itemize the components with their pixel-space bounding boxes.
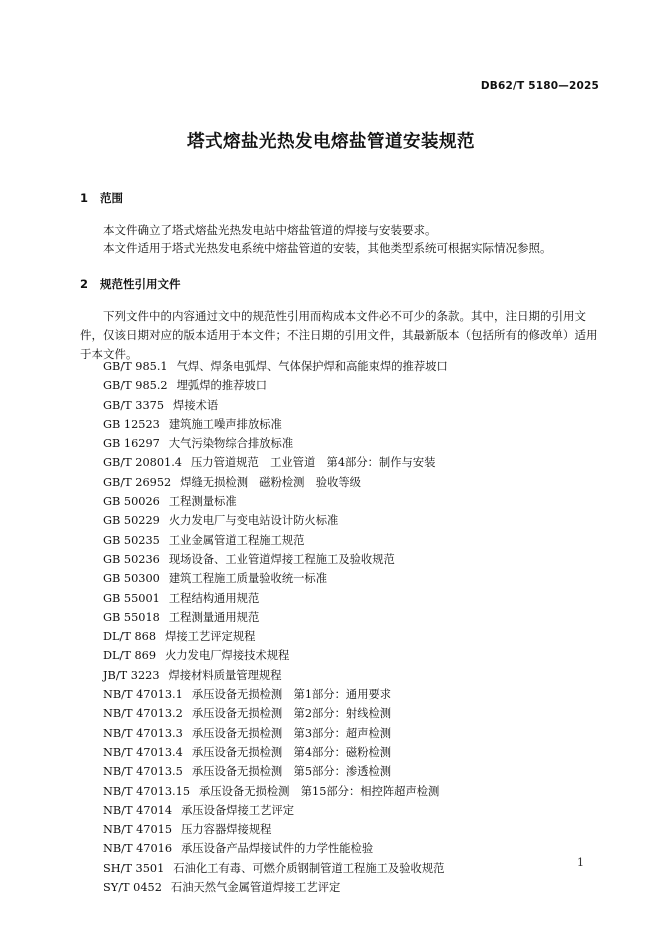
reference-code: NB/T 47014 bbox=[103, 803, 173, 817]
section-title: 范围 bbox=[100, 191, 124, 205]
standard-code: DB62/T 5180—2025 bbox=[480, 80, 599, 92]
reference-code: NB/T 47013.5 bbox=[103, 765, 183, 779]
paragraph: 本文件适用于塔式光热发电系统中熔盐管道的安装，其他类型系统可根据实际情况参照。 bbox=[103, 241, 552, 255]
paragraph: 本文件确立了塔式熔盐光热发电站中熔盐管道的焊接与安装要求。 bbox=[103, 223, 437, 237]
reference-code: GB 50235 bbox=[103, 533, 160, 547]
reference-item bbox=[103, 589, 448, 608]
reference-code: GB 50229 bbox=[103, 514, 160, 528]
reference-item bbox=[103, 878, 448, 897]
reference-item bbox=[103, 685, 448, 704]
reference-title: 焊接工艺评定规程 bbox=[165, 630, 256, 644]
reference-item bbox=[103, 743, 448, 762]
reference-title: 工程测量标准 bbox=[168, 495, 237, 509]
reference-code: GB/T 3375 bbox=[103, 398, 165, 412]
reference-item bbox=[103, 666, 448, 685]
reference-item bbox=[103, 492, 448, 511]
reference-code: GB/T 985.2 bbox=[103, 379, 168, 393]
reference-item bbox=[103, 839, 448, 858]
reference-title: 压力容器焊接规程 bbox=[181, 823, 272, 837]
reference-title: 承压设备无损检测 第2部分：射线检测 bbox=[191, 707, 392, 721]
reference-item bbox=[103, 859, 448, 878]
reference-title: 焊接术语 bbox=[173, 398, 219, 412]
reference-item bbox=[103, 531, 448, 550]
reference-code: GB/T 985.1 bbox=[103, 360, 168, 373]
reference-title: 承压设备无损检测 第4部分：磁粉检测 bbox=[191, 745, 392, 759]
reference-code: NB/T 47015 bbox=[103, 823, 173, 837]
reference-code: NB/T 47013.3 bbox=[103, 726, 183, 740]
reference-item bbox=[103, 627, 448, 646]
reference-title: 石油化工有毒、可燃介质钢制管道工程施工及验收规范 bbox=[173, 861, 445, 875]
paragraph: 下列文件中的内容通过文中的规范性引用而构成本文件必不可少的条款。其中，注日期的引用文件，仅该日期对应的版本适用于本文件；不注日期的引用文件，其最新版本（包括所有的修改单）适用于本文件。 bbox=[80, 309, 598, 361]
reference-title: 气焊、焊条电弧焊、气体保护焊和高能束焊的推荐坡口 bbox=[176, 360, 448, 373]
reference-code: GB/T 26952 bbox=[103, 475, 172, 489]
section-title: 规范性引用文件 bbox=[100, 277, 181, 291]
reference-title: 大气污染物综合排放标准 bbox=[168, 437, 294, 451]
reference-code: NB/T 47013.4 bbox=[103, 745, 183, 759]
reference-title: 焊缝无损检测 磁粉检测 验收等级 bbox=[180, 475, 361, 489]
reference-item bbox=[103, 550, 448, 569]
reference-code: NB/T 47013.15 bbox=[103, 784, 191, 798]
reference-title: 火力发电厂与变电站设计防火标准 bbox=[168, 514, 339, 528]
reference-title: 现场设备、工业管道焊接工程施工及验收规范 bbox=[168, 552, 395, 566]
reference-code: NB/T 47016 bbox=[103, 842, 173, 856]
reference-title: 焊接材料质量管理规程 bbox=[168, 668, 282, 682]
reference-code: DL/T 869 bbox=[103, 649, 157, 663]
reference-title: 建筑施工噪声排放标准 bbox=[168, 417, 282, 431]
reference-code: GB 16297 bbox=[103, 437, 160, 451]
reference-item bbox=[103, 801, 448, 820]
reference-item bbox=[103, 762, 448, 781]
reference-code: GB 50300 bbox=[103, 572, 160, 586]
section-1-heading bbox=[80, 190, 123, 206]
reference-item bbox=[103, 511, 448, 530]
reference-code: GB 50026 bbox=[103, 495, 160, 509]
reference-item bbox=[103, 704, 448, 723]
reference-title: 工程结构通用规范 bbox=[168, 591, 260, 605]
section-2-heading bbox=[80, 276, 181, 292]
reference-item bbox=[103, 724, 448, 743]
reference-item bbox=[103, 820, 448, 839]
reference-title: 工业金属管道工程施工规范 bbox=[168, 533, 305, 547]
reference-title: 承压设备产品焊接试件的力学性能检验 bbox=[181, 842, 374, 856]
reference-title: 承压设备无损检测 第3部分：超声检测 bbox=[191, 726, 392, 740]
reference-title: 石油天然气金属管道焊接工艺评定 bbox=[170, 881, 341, 895]
reference-title: 承压设备无损检测 第1部分：通用要求 bbox=[191, 688, 392, 702]
reference-item bbox=[103, 473, 448, 492]
reference-code: NB/T 47013.1 bbox=[103, 688, 183, 702]
reference-title: 埋弧焊的推荐坡口 bbox=[176, 379, 267, 393]
reference-code: GB 55001 bbox=[103, 591, 160, 605]
reference-item bbox=[103, 608, 448, 627]
reference-list bbox=[103, 357, 448, 897]
reference-title: 压力管道规范 工业管道 第4部分：制作与安装 bbox=[190, 456, 436, 470]
reference-item bbox=[103, 782, 448, 801]
reference-title: 火力发电厂焊接技术规程 bbox=[165, 649, 290, 663]
reference-code: SH/T 3501 bbox=[103, 861, 165, 875]
section-number: 1 bbox=[80, 191, 89, 205]
reference-code: GB/T 20801.4 bbox=[103, 456, 182, 470]
reference-item bbox=[103, 357, 448, 376]
reference-code: JB/T 3223 bbox=[103, 668, 160, 682]
reference-title: 承压设备无损检测 第15部分：相控阵超声检测 bbox=[199, 784, 440, 798]
document-title: 塔式熔盐光热发电熔盐管道安装规范 bbox=[187, 132, 475, 152]
reference-item bbox=[103, 569, 448, 588]
reference-title: 承压设备无损检测 第5部分：渗透检测 bbox=[191, 765, 392, 779]
reference-code: GB 12523 bbox=[103, 417, 160, 431]
section-number: 2 bbox=[80, 277, 89, 291]
reference-code: GB 55018 bbox=[103, 610, 160, 624]
reference-code: GB 50236 bbox=[103, 552, 160, 566]
reference-title: 承压设备焊接工艺评定 bbox=[181, 803, 295, 817]
reference-item bbox=[103, 434, 448, 453]
reference-code: DL/T 868 bbox=[103, 630, 157, 644]
page-number: 1 bbox=[577, 856, 584, 869]
reference-item bbox=[103, 376, 448, 395]
reference-title: 建筑工程施工质量验收统一标准 bbox=[168, 572, 328, 586]
reference-code: SY/T 0452 bbox=[103, 881, 162, 895]
reference-item bbox=[103, 396, 448, 415]
reference-item bbox=[103, 453, 448, 472]
reference-title: 工程测量通用规范 bbox=[168, 610, 260, 624]
reference-code: NB/T 47013.2 bbox=[103, 707, 183, 721]
reference-item bbox=[103, 415, 448, 434]
reference-item bbox=[103, 646, 448, 665]
